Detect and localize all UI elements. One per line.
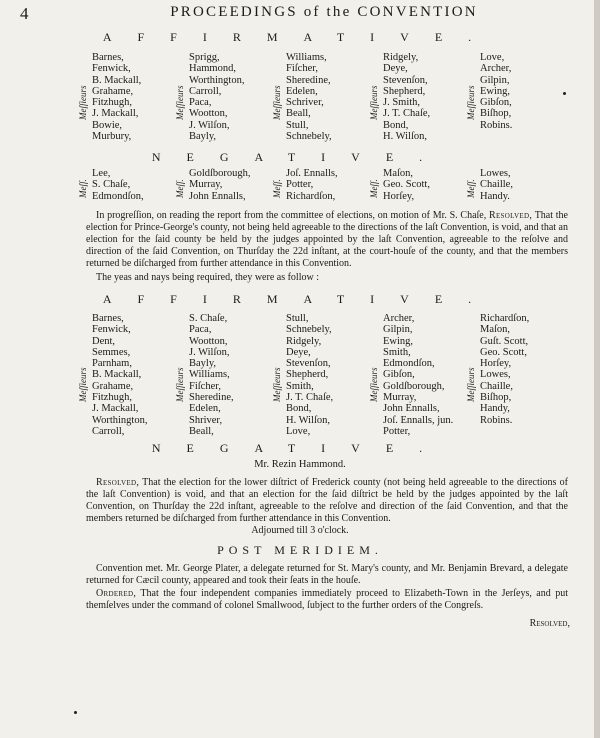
name-column <box>78 168 144 202</box>
member-name: Wootton, <box>189 335 228 347</box>
messieurs-label: Meſſieurs <box>272 367 282 402</box>
member-name: H. Wilſon, <box>286 414 331 426</box>
member-name: Shepherd, <box>383 85 426 97</box>
member-name: Joſ. Ennalls, <box>286 168 338 179</box>
member-name: Fenwick, <box>92 324 131 336</box>
member-name: Goldſborough, <box>189 168 251 179</box>
member-name: Semmes, <box>92 346 131 358</box>
member-name: Horſey, <box>383 190 415 202</box>
member-name: Chaille, <box>480 380 513 392</box>
member-name: Lowes, <box>480 369 511 381</box>
ink-speck <box>74 711 77 714</box>
member-name: Shepherd, <box>286 369 329 381</box>
member-name: Lowes, <box>480 168 511 179</box>
member-name: Edelen, <box>189 403 221 415</box>
member-name: Handy, <box>480 403 510 415</box>
catchword: Resolved, <box>529 618 570 629</box>
resolution-frederick: Resolved, That the election for the lower diſtrict of Frederick county (not being held agreeable to the directions of the laſt Convention) is void, and that an election for the ſaid diſtrict be held by the judges appointed by the laſt Convention, on Thurſday the 22d inſtant, agreeable to the reſolve and direction of the ſaid Convention, and that the members returned be diſcharged from further attendance in this Convention. <box>86 477 568 524</box>
member-name: Ewing, <box>480 85 511 97</box>
member-name: Carroll, <box>189 85 222 97</box>
name-column <box>175 168 251 202</box>
messieurs-label: Meſſieurs <box>78 85 88 120</box>
member-name: J. Smith, <box>383 97 421 109</box>
running-title: PROCEEDINGS of the CONVENTION <box>170 4 478 20</box>
name-column <box>272 52 332 143</box>
member-name: Goldſborough, <box>383 380 445 392</box>
member-name: Handy. <box>480 190 510 202</box>
member-name: Archer, <box>383 313 415 324</box>
member-name: Beall, <box>189 425 214 437</box>
member-name: Murray, <box>383 392 417 404</box>
name-column <box>272 168 338 202</box>
messieurs-label: Meſſ. <box>78 179 88 198</box>
name-column <box>369 168 430 202</box>
member-name: Ridgely, <box>383 52 419 63</box>
member-name: H. Wilſon, <box>383 131 428 143</box>
post-meridiem-heading: POST MERIDIEM. <box>217 543 383 557</box>
member-name: Stull, <box>286 119 309 131</box>
member-name: Richardſon, <box>286 190 336 202</box>
member-name: Biſhop, <box>480 392 512 404</box>
member-name: Barnes, <box>92 313 124 324</box>
member-name: John Ennalls, <box>383 403 440 415</box>
member-name: Love, <box>480 52 505 63</box>
member-name: Chaille, <box>480 179 513 191</box>
member-name: Bayly, <box>189 358 217 370</box>
name-column <box>466 313 530 426</box>
messieurs-label: Meſſieurs <box>369 367 379 402</box>
name-column <box>369 52 431 143</box>
member-name: Grahame, <box>92 85 134 97</box>
member-name: J. T. Chaſe, <box>286 392 334 404</box>
member-name: Smith, <box>383 346 411 358</box>
vote1-affirmative-list <box>80 52 580 144</box>
page-header <box>0 4 600 26</box>
member-name: Williams, <box>189 369 230 381</box>
member-name: Bayly, <box>189 131 217 143</box>
name-column <box>78 313 148 437</box>
member-name: Carroll, <box>92 425 125 437</box>
member-name: John Ennalls, <box>189 190 246 202</box>
name-column <box>78 52 142 143</box>
member-name: Richardſon, <box>480 313 530 324</box>
member-name: Sheredine, <box>189 392 234 404</box>
member-name: Beall, <box>286 108 311 120</box>
member-name: Fitzhugh, <box>92 97 132 109</box>
member-name: Ridgely, <box>286 335 322 347</box>
name-column <box>175 313 234 437</box>
messieurs-label: Meſſieurs <box>369 85 379 120</box>
member-name: Fenwick, <box>92 63 131 75</box>
member-name: Potter, <box>286 179 314 191</box>
member-name: Dent, <box>92 335 116 347</box>
messieurs-label: Meſſ. <box>369 179 379 198</box>
member-name: Horſey, <box>480 358 512 370</box>
member-name: Gilpin, <box>383 324 413 336</box>
member-name: Geo. Scott, <box>383 179 430 191</box>
messieurs-label: Meſſieurs <box>175 367 185 402</box>
messieurs-label: Meſſieurs <box>466 367 476 402</box>
member-name: Wootton, <box>189 108 228 120</box>
convention-met-paragraph: Convention met. Mr. George Plater, a delegate returned for St. Mary's county, and Mr. Benjamin Brevard, a delegate returned for Cæcil county, appeared and took their ſeats in the houſe. <box>86 563 568 586</box>
adjourned-line: Adjourned till 3 o'clock. <box>251 525 349 536</box>
member-name: Lee, <box>92 168 111 179</box>
member-name: Sheredine, <box>286 74 331 86</box>
member-name: Fiſcher, <box>286 63 318 75</box>
member-name: B. Mackall, <box>92 369 142 381</box>
vote1-negative-heading: NEGATIVE. <box>151 150 449 164</box>
member-name: B. Mackall, <box>92 74 142 86</box>
name-column <box>466 168 513 202</box>
messieurs-label: Meſſ. <box>175 179 185 198</box>
member-name: Parnham, <box>92 358 132 370</box>
yeas-nays-line: The yeas and nays being required, they were as follow : <box>96 272 319 283</box>
member-name: Gibſon, <box>383 369 415 381</box>
member-name: Fitzhugh, <box>92 392 132 404</box>
member-name: Schnebely, <box>286 324 332 336</box>
member-name: S. Chaſe, <box>92 179 131 191</box>
member-name: Hammond, <box>189 63 236 75</box>
messieurs-label: Meſſieurs <box>78 367 88 402</box>
member-name: Paca, <box>189 97 212 109</box>
member-name: J. Wilſon, <box>189 346 230 358</box>
member-name: Stevenſon, <box>383 74 428 86</box>
member-name: Edmondſon, <box>92 190 144 202</box>
messieurs-label: Meſſ. <box>466 179 476 198</box>
resolution-prince-georges: In progreſſion, on reading the report from the committee of elections, on motion of Mr. S. Chaſe, Resolved, That the election for Prince-George's county, not being held agreeable to the directions of the laſt Convention, is void, and that an election for the ſaid county be held by the judges appointed by the laſt Convention, agreeable to the reſolve and direction of the ſaid Convention, on Thurſday the 22d inſtant, at the court-houſe of the county, and that the members returned be diſcharged from further attendance in this Convention. <box>86 210 568 269</box>
name-column <box>466 52 513 131</box>
page-number: 4 <box>20 4 29 23</box>
member-name: Bond, <box>286 403 312 415</box>
member-name: Deye, <box>383 63 408 75</box>
member-name: Robins. <box>480 119 513 131</box>
member-name: J. Mackall, <box>92 403 139 415</box>
messieurs-label: Meſſ. <box>272 179 282 198</box>
member-name: Geo. Scott, <box>480 346 527 358</box>
member-name: Guſt. Scott, <box>480 335 529 347</box>
page-edge <box>594 0 600 738</box>
member-name: Love, <box>286 425 311 437</box>
member-name: Robins. <box>480 414 513 426</box>
vote1-affirmative-heading: AFFIRMATIVE. <box>102 30 498 44</box>
vote2-affirmative-list <box>80 313 580 439</box>
vote2-affirmative-heading: AFFIRMATIVE. <box>102 292 498 306</box>
member-name: Smith, <box>286 380 314 392</box>
member-name: Paca, <box>189 324 212 336</box>
member-name: Schnebely, <box>286 131 332 143</box>
vote2-negative-name: Mr. Rezin Hammond. <box>254 459 346 470</box>
member-name: Fiſcher, <box>189 380 221 392</box>
member-name: Stevenſon, <box>286 358 331 370</box>
member-name: Edmondſon, <box>383 358 435 370</box>
ordered-paragraph: Ordered, That the four independent companies immediately proceed to Elizabeth-Town in the Jerſeys, and put themſelves under the command of colonel Smallwood, ſubject to the further orders of the Congreſs. <box>86 588 568 611</box>
name-column <box>175 52 245 143</box>
messieurs-label: Meſſieurs <box>175 85 185 120</box>
member-name: Bond, <box>383 119 409 131</box>
name-column <box>369 313 454 437</box>
member-name: Edelen, <box>286 85 318 97</box>
vote1-negative-list <box>80 168 580 204</box>
member-name: Murray, <box>189 179 223 191</box>
messieurs-label: Meſſieurs <box>272 85 282 120</box>
member-name: Gibſon, <box>480 97 512 109</box>
member-name: Potter, <box>383 425 411 437</box>
member-name: Worthington, <box>189 74 245 86</box>
member-name: J. Wilſon, <box>189 119 230 131</box>
vote2-negative-heading: NEGATIVE. <box>151 441 449 455</box>
member-name: J. T. Chaſe, <box>383 108 431 120</box>
member-name: Stull, <box>286 313 309 324</box>
member-name: Shriver, <box>189 414 223 426</box>
member-name: Deye, <box>286 346 311 358</box>
member-name: Schriver, <box>286 97 324 109</box>
member-name: Archer, <box>480 63 512 75</box>
member-name: Bowie, <box>92 119 123 131</box>
member-name: Maſon, <box>383 168 414 179</box>
member-name: Barnes, <box>92 52 124 63</box>
member-name: Grahame, <box>92 380 134 392</box>
member-name: Worthington, <box>92 414 148 426</box>
name-column <box>272 313 334 437</box>
member-name: Biſhop, <box>480 108 512 120</box>
member-name: Murbury, <box>92 131 132 143</box>
member-name: Maſon, <box>480 324 511 336</box>
member-name: Ewing, <box>383 335 414 347</box>
member-name: Sprigg, <box>189 52 220 63</box>
messieurs-label: Meſſieurs <box>466 85 476 120</box>
ink-speck <box>563 92 566 95</box>
member-name: Gilpin, <box>480 74 510 86</box>
member-name: S. Chaſe, <box>189 313 228 324</box>
member-name: Joſ. Ennalls, jun. <box>383 414 454 426</box>
member-name: J. Mackall, <box>92 108 139 120</box>
member-name: Williams, <box>286 52 327 63</box>
